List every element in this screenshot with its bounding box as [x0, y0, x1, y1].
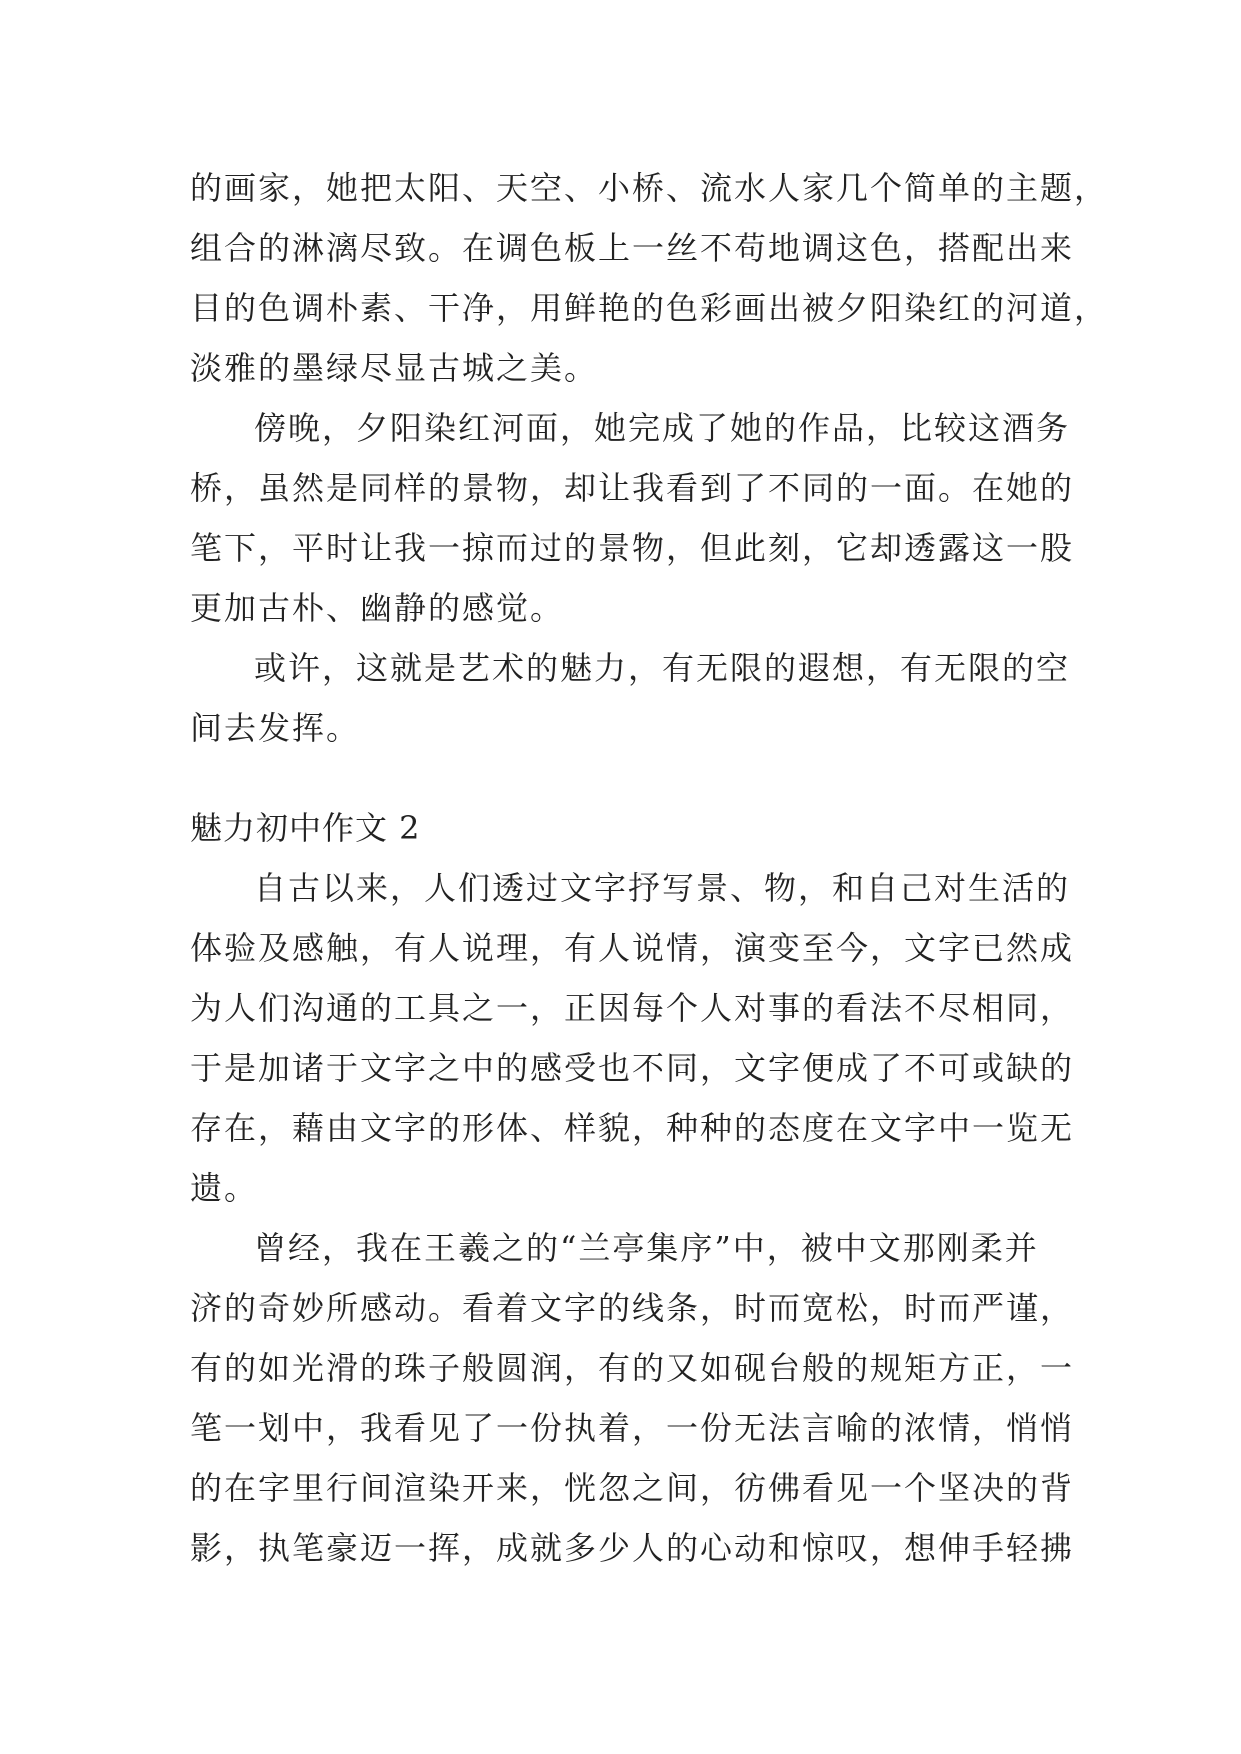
text-line: 间去发挥。 — [190, 709, 361, 747]
text-line: 笔下，平时让我一掠而过的景物，但此刻，它却透露这一股 — [190, 529, 1075, 567]
text-line: 体验及感触，有人说理，有人说情，演变至今，文字已然成 — [190, 929, 1075, 967]
section-heading: 魅力初中作文 2 — [190, 809, 421, 847]
text-line: 傍晚，夕阳染红河面，她完成了她的作品，比较这酒务 — [254, 409, 1071, 447]
text-line: 更加古朴、幽静的感觉。 — [190, 589, 565, 627]
text-line: 有的如光滑的珠子般圆润，有的又如砚台般的规矩方正，一 — [190, 1349, 1075, 1387]
text-line: 笔一划中，我看见了一份执着，一份无法言喻的浓情，悄悄 — [190, 1409, 1075, 1447]
text-line: 的画家，她把太阳、天空、小桥、流水人家几个简单的主题， — [190, 169, 1109, 207]
text-line: 济的奇妙所感动。看着文字的线条，时而宽松，时而严谨， — [190, 1289, 1075, 1327]
text-line: 自古以来，人们透过文字抒写景、物，和自己对生活的 — [254, 869, 1071, 907]
text-line: 为人们沟通的工具之一，正因每个人对事的看法不尽相同， — [190, 989, 1075, 1027]
text-line: 组合的淋漓尽致。在调色板上一丝不苟地调这色，搭配出来 — [190, 229, 1075, 267]
text-line: 存在，藉由文字的形体、样貌，种种的态度在文字中一览无 — [190, 1109, 1075, 1147]
text-line: 遗。 — [190, 1169, 259, 1207]
text-line: 影，执笔豪迈一挥，成就多少人的心动和惊叹，想伸手轻拂 — [190, 1529, 1075, 1567]
text-line: 目的色调朴素、干净，用鲜艳的色彩画出被夕阳染红的河道， — [190, 289, 1109, 327]
text-line: 的在字里行间渲染开来，恍忽之间，彷佛看见一个坚决的背 — [190, 1469, 1075, 1507]
text-line: 或许，这就是艺术的魅力，有无限的遐想，有无限的空 — [254, 649, 1071, 687]
text-line: 桥，虽然是同样的景物，却让我看到了不同的一面。在她的 — [190, 469, 1075, 507]
text-line: 曾经，我在王羲之的“兰亭集序”中，被中文那刚柔并 — [254, 1229, 1039, 1267]
text-line: 于是加诸于文字之中的感受也不同，文字便成了不可或缺的 — [190, 1049, 1075, 1087]
text-line: 淡雅的墨绿尽显古城之美。 — [190, 349, 599, 387]
